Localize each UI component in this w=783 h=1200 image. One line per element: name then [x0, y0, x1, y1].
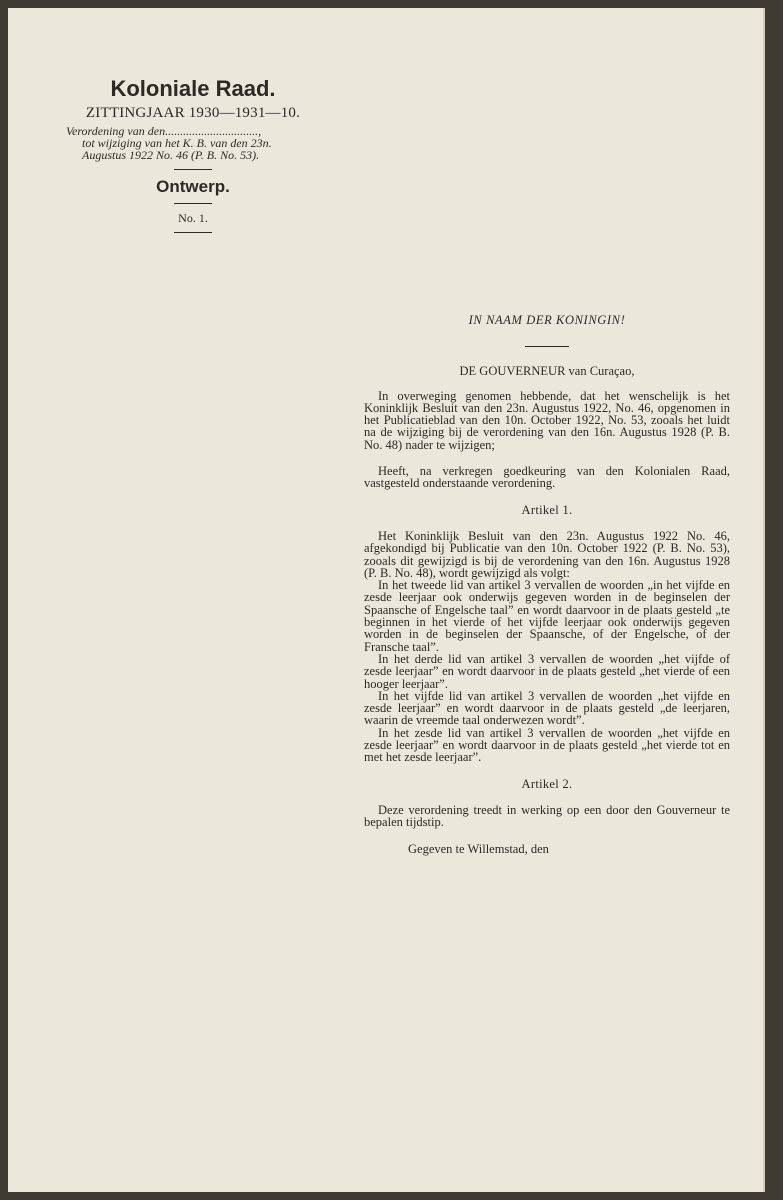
- article-2-paragraph: Deze verordening treedt in werking op een door den Gouverneur te bepalen tijdstip.: [364, 802, 730, 830]
- governor-line: DE GOUVERNEUR van Curaçao,: [459, 364, 635, 379]
- article-2-title: Artikel 2.: [521, 776, 573, 791]
- header-block: [58, 78, 328, 241]
- page-edge: [763, 8, 765, 1192]
- council-title: Koloniale Raad.: [110, 76, 276, 101]
- draft-label: Ontwerp.: [156, 177, 230, 196]
- article-1-paragraph: In het derde lid van artikel 3 vervallen de woorden „het vijfde of zesde leerjaar” en wordt daarvoor in de plaats gesteld „het vierde of een hooger leerjaar”.: [364, 651, 730, 691]
- royal-heading: IN NAAM DER KONINGIN!: [468, 313, 626, 327]
- divider-rule: [525, 346, 569, 347]
- description-line-3: Augustus 1922 No. 46 (P. B. No. 53).: [82, 148, 260, 162]
- signoff-line: Gegeven te Willemstad, den: [408, 841, 549, 856]
- divider-rule: [174, 203, 212, 204]
- divider-rule: [174, 232, 212, 233]
- article-1-paragraph: In het tweede lid van artikel 3 vervallen de woorden „in het vijfde en zesde leerjaar ook onderwijs gegeven worden in de beginselen der Spaansche of Engelsche taal” en wordt daarvoor in de plaats gesteld „te beginnen in het vierde of het vijfde leerjaar ook onderwijs gegeven worden in de beginselen der Spaansche, of der Engelsche, of der Fransche taal”.: [364, 578, 730, 654]
- article-1-paragraph: In het vijfde lid van artikel 3 vervallen de woorden „het vijfde en zesde leerjaar” en wordt daarvoor in de plaats gesteld „de leerjaren, waarin de vreemde taal onderwezen wordt”.: [364, 688, 730, 728]
- ordinance-body: [364, 314, 730, 855]
- session-year: ZITTINGJAAR 1930—1931—10.: [85, 105, 301, 121]
- article-1-paragraph: Het Koninklijk Besluit van den 23n. Augustus 1922 No. 46, afgekondigd bij Publicatie van den 10n. October 1922 (P. B. No. 53), zooals dit gewijzigd is bij de verordening van den 16n. Augustus 1928 (P. B. No. 48), wordt gewijzigd als volgt:: [364, 528, 730, 580]
- approval-paragraph: Heeft, na verkregen goedkeuring van den Kolonialen Raad, vastgesteld onderstaande verordening.: [364, 464, 730, 491]
- ordinance-description: [58, 125, 328, 161]
- article-1-paragraph: In het zesde lid van artikel 3 vervallen de woorden „het vijfde en zesde leerjaar” en wordt daarvoor in de plaats gesteld „het vierde tot en met het zesde leerjaar”.: [364, 725, 730, 765]
- article-1-title: Artikel 1.: [521, 502, 573, 517]
- description-line-1: Verordening van den...............................,: [66, 124, 262, 138]
- divider-rule: [174, 169, 212, 170]
- description-line-2: tot wijziging van het K. B. van den 23n.: [82, 136, 272, 150]
- document-number: No. 1.: [178, 211, 208, 225]
- preamble-paragraph: In overweging genomen hebbende, dat het wenschelijk is het Koninklijk Besluit van den 23n. Augustus 1922, No. 46, opgenomen in het Publicatieblad van den 10n. October 1922, No. 53, zooals het luidt na de wijziging bij de verordening van den 16n. Augustus 1928 (P. B. No. 48) nader te wijzigen;: [364, 388, 730, 452]
- document-page: [8, 8, 763, 1192]
